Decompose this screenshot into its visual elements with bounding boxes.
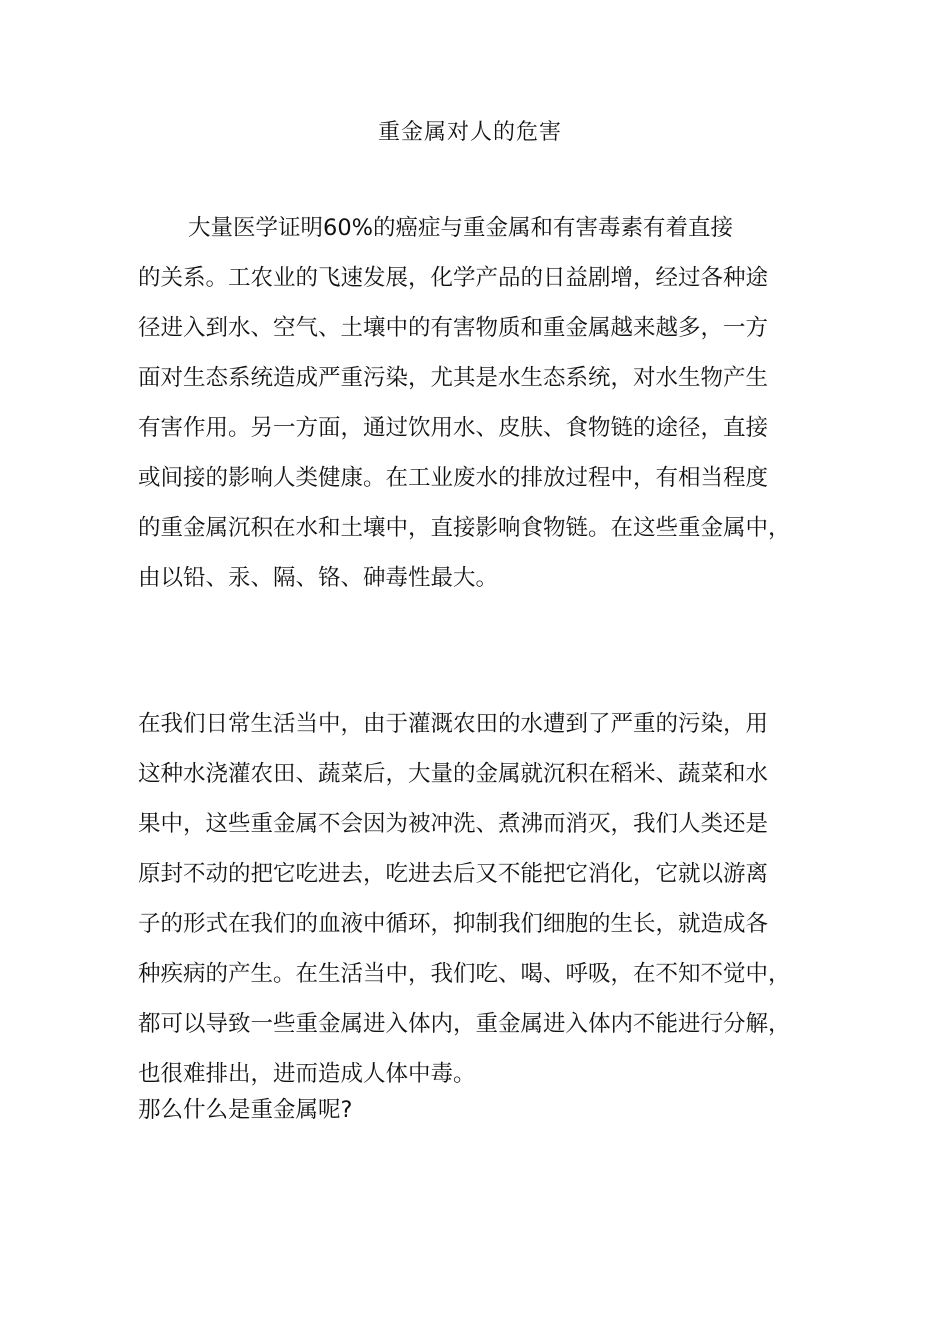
document-title: 重金属对人的危害 — [377, 120, 562, 145]
paragraph-line: 径进入到水、空气、土壤中的有害物质和重金属越来越多，一方 — [138, 315, 769, 341]
paragraph-line: 都可以导致一些重金属进入体内，重金属进入体内不能进行分解， — [138, 1011, 791, 1037]
paragraph-line: 大量医学证明60%的癌症与重金属和有害毒素有着直接 — [188, 215, 734, 241]
paragraph-line: 果中，这些重金属不会因为被冲洗、煮沸而消灭，我们人类还是 — [138, 811, 769, 837]
paragraph-line: 或间接的影响人类健康。在工业废水的排放过程中，有相当程度 — [138, 465, 769, 491]
paragraph-line: 子的形式在我们的血液中循环，抑制我们细胞的生长，就造成各 — [138, 911, 769, 937]
paragraph-line: 由以铅、汞、隔、铬、砷毒性最大。 — [138, 565, 499, 591]
paragraph-line: 这种水浇灌农田、蔬菜后，大量的金属就沉积在稻米、蔬菜和水 — [138, 761, 769, 787]
paragraph-line: 的关系。工农业的飞速发展，化学产品的日益剧增，经过各种途 — [138, 265, 769, 291]
paragraph-line: 的重金属沉积在水和土壤中，直接影响食物链。在这些重金属中， — [138, 515, 791, 541]
paragraph-line: 也很难排出，进而造成人体中毒。 — [138, 1061, 476, 1087]
paragraph-line: 原封不动的把它吃进去，吃进去后又不能把它消化，它就以游离 — [138, 861, 769, 887]
paragraph-2 — [138, 699, 791, 1099]
paragraph-line: 在我们日常生活当中，由于灌溉农田的水遭到了严重的污染，用 — [138, 711, 769, 737]
question-line: 那么什么是重金属呢? — [138, 1097, 353, 1123]
paragraph-line: 面对生态系统造成严重污染，尤其是水生态系统，对水生物产生 — [138, 365, 769, 391]
paragraph-line: 有害作用。另一方面，通过饮用水、皮肤、食物链的途径，直接 — [138, 415, 769, 441]
paragraph-1 — [138, 203, 791, 603]
paragraph-line: 种疾病的产生。在生活当中，我们吃、喝、呼吸，在不知不觉中， — [138, 961, 791, 987]
